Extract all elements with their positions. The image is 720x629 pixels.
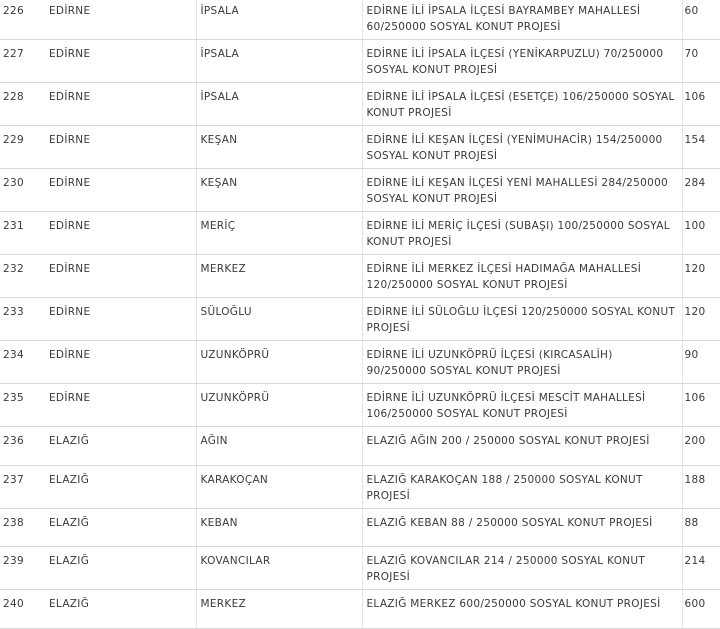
district-cell: MERİÇ [196,212,362,255]
row-number-cell: 238 [0,508,45,547]
project-name-cell: EDİRNE İLİ MERİÇ İLÇESİ (SUBAŞI) 100/250000 SOSYAL KONUT PROJESİ [362,212,682,255]
province-cell: ELAZIĞ [45,465,196,508]
table-row [0,126,720,169]
table-row [0,341,720,384]
province-cell: EDİRNE [45,341,196,384]
unit-count-cell: 90 [682,341,720,384]
project-name-cell: EDİRNE İLİ KEŞAN İLÇESİ YENİ MAHALLESİ 284/250000 SOSYAL KONUT PROJESİ [362,169,682,212]
row-number-cell: 234 [0,341,45,384]
unit-count-cell: 120 [682,255,720,298]
project-name-cell: EDİRNE İLİ UZUNKÖPRÜ İLÇESİ MESCİT MAHALLESİ 106/250000 SOSYAL KONUT PROJESİ [362,384,682,427]
table-row [0,212,720,255]
table-row [0,508,720,547]
table-row [0,384,720,427]
table-row [0,40,720,83]
project-name-cell: ELAZIĞ KEBAN 88 / 250000 SOSYAL KONUT PROJESİ [362,508,682,547]
project-name-cell: ELAZIĞ MERKEZ 600/250000 SOSYAL KONUT PROJESİ [362,590,682,629]
province-cell: EDİRNE [45,169,196,212]
project-name-cell: EDİRNE İLİ İPSALA İLÇESİ (YENİKARPUZLU) 70/250000 SOSYAL KONUT PROJESİ [362,40,682,83]
unit-count-cell: 214 [682,547,720,590]
district-cell: SÜLOĞLU [196,298,362,341]
unit-count-cell: 106 [682,384,720,427]
table-row [0,0,720,40]
province-cell: EDİRNE [45,40,196,83]
district-cell: UZUNKÖPRÜ [196,341,362,384]
unit-count-cell: 106 [682,83,720,126]
province-cell: EDİRNE [45,126,196,169]
unit-count-cell: 188 [682,465,720,508]
district-cell: KEŞAN [196,169,362,212]
province-cell: ELAZIĞ [45,590,196,629]
district-cell: İPSALA [196,83,362,126]
project-name-cell: EDİRNE İLİ KEŞAN İLÇESİ (YENİMUHACİR) 154/250000 SOSYAL KONUT PROJESİ [362,126,682,169]
province-cell: EDİRNE [45,298,196,341]
project-name-cell: EDİRNE İLİ SÜLOĞLU İLÇESİ 120/250000 SOSYAL KONUT PROJESİ [362,298,682,341]
project-name-cell: EDİRNE İLİ İPSALA İLÇESİ BAYRAMBEY MAHALLESİ 60/250000 SOSYAL KONUT PROJESİ [362,0,682,40]
province-cell: EDİRNE [45,0,196,40]
district-cell: AĞIN [196,427,362,466]
unit-count-cell: 88 [682,508,720,547]
table-row [0,298,720,341]
province-cell: ELAZIĞ [45,427,196,466]
district-cell: KARAKOÇAN [196,465,362,508]
unit-count-cell: 70 [682,40,720,83]
row-number-cell: 239 [0,547,45,590]
table-row [0,547,720,590]
table-row [0,169,720,212]
unit-count-cell: 154 [682,126,720,169]
table-row [0,83,720,126]
project-name-cell: ELAZIĞ AĞIN 200 / 250000 SOSYAL KONUT PROJESİ [362,427,682,466]
unit-count-cell: 100 [682,212,720,255]
project-name-cell: EDİRNE İLİ UZUNKÖPRÜ İLÇESİ (KIRCASALİH) 90/250000 SOSYAL KONUT PROJESİ [362,341,682,384]
row-number-cell: 226 [0,0,45,40]
province-cell: EDİRNE [45,255,196,298]
table-row [0,590,720,629]
district-cell: İPSALA [196,0,362,40]
district-cell: KEBAN [196,508,362,547]
row-number-cell: 233 [0,298,45,341]
row-number-cell: 235 [0,384,45,427]
row-number-cell: 236 [0,427,45,466]
unit-count-cell: 284 [682,169,720,212]
district-cell: KEŞAN [196,126,362,169]
district-cell: İPSALA [196,40,362,83]
province-cell: ELAZIĞ [45,508,196,547]
province-cell: EDİRNE [45,212,196,255]
district-cell: UZUNKÖPRÜ [196,384,362,427]
row-number-cell: 227 [0,40,45,83]
unit-count-cell: 600 [682,590,720,629]
row-number-cell: 237 [0,465,45,508]
province-cell: ELAZIĞ [45,547,196,590]
table-row [0,255,720,298]
province-cell: EDİRNE [45,384,196,427]
district-cell: KOVANCILAR [196,547,362,590]
row-number-cell: 229 [0,126,45,169]
row-number-cell: 232 [0,255,45,298]
project-name-cell: EDİRNE İLİ İPSALA İLÇESİ (ESETÇE) 106/250000 SOSYAL KONUT PROJESİ [362,83,682,126]
row-number-cell: 240 [0,590,45,629]
project-name-cell: ELAZIĞ KARAKOÇAN 188 / 250000 SOSYAL KONUT PROJESİ [362,465,682,508]
unit-count-cell: 200 [682,427,720,466]
table-row [0,427,720,466]
unit-count-cell: 120 [682,298,720,341]
project-name-cell: EDİRNE İLİ MERKEZ İLÇESİ HADIMAĞA MAHALLESİ 120/250000 SOSYAL KONUT PROJESİ [362,255,682,298]
table-row [0,465,720,508]
unit-count-cell: 60 [682,0,720,40]
row-number-cell: 228 [0,83,45,126]
project-name-cell: ELAZIĞ KOVANCILAR 214 / 250000 SOSYAL KONUT PROJESİ [362,547,682,590]
province-cell: EDİRNE [45,83,196,126]
district-cell: MERKEZ [196,590,362,629]
district-cell: MERKEZ [196,255,362,298]
row-number-cell: 230 [0,169,45,212]
row-number-cell: 231 [0,212,45,255]
